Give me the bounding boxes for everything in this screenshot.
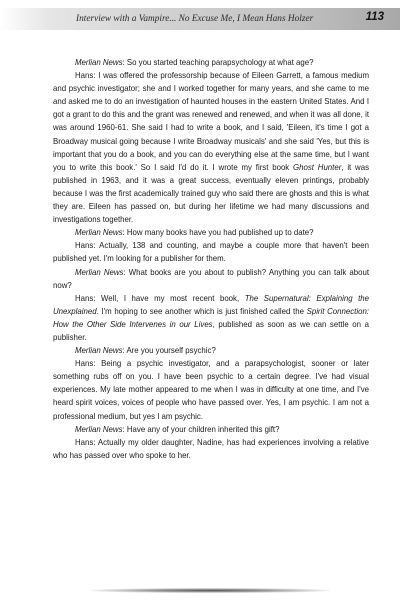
paragraph-text: Hans: Being a psychic investigator, and a parapsychologist, sooner or later something rubs off on you. I have been psychic to a certain degree. I've had visual experiences. My late mother appeared to me when I was in difficulty at one time, and I've heard spirit voices, voices of people who have passed over. Yes, I am psychic. I am not a professional medium, but yes I am psychic. bbox=[53, 359, 369, 421]
paragraph-text: Hans: Actually, 138 and counting, and maybe a couple more that haven't been published yet. I'm looking for a publisher for them. bbox=[53, 241, 369, 264]
paragraph bbox=[53, 239, 369, 265]
paragraph bbox=[53, 226, 369, 239]
paragraph bbox=[53, 423, 369, 436]
paragraph-text: , published as soon as we can settle on a publisher. bbox=[53, 319, 369, 342]
paragraph-text: . I'm hoping to see another which is just finished called the bbox=[96, 306, 307, 316]
paragraph-text: : Are you yourself psychic? bbox=[122, 346, 216, 356]
paragraph bbox=[53, 292, 369, 344]
footer-decoration bbox=[90, 588, 330, 593]
book-title: Spirit Connection: How the Other Side Intervenes in our Lives bbox=[53, 306, 369, 329]
speaker-name: Merlian News bbox=[75, 346, 123, 356]
paragraph bbox=[53, 56, 369, 69]
paragraph bbox=[53, 344, 369, 357]
paragraph-text: Hans: Well, I have my most recent book, bbox=[75, 293, 245, 303]
paragraph bbox=[53, 436, 369, 462]
paragraph bbox=[53, 266, 369, 292]
book-title: Ghost Hunter bbox=[293, 162, 342, 172]
paragraph-text: : Have any of your children inherited this gift? bbox=[122, 424, 280, 434]
speaker-name: Merlian News bbox=[75, 228, 123, 238]
paragraph bbox=[53, 357, 369, 422]
running-title: Interview with a Vampire... No Excuse Me, I Mean Hans Holzer bbox=[76, 14, 314, 24]
paragraph bbox=[53, 69, 369, 226]
paragraph-text: Hans: Actually my older daughter, Nadine, has had experiences involving a relative who has passed over who spoke to her. bbox=[53, 437, 369, 460]
speaker-name: Merlian News bbox=[75, 424, 123, 434]
paragraph-text: : What books are you about to publish? Anything you can talk about now? bbox=[53, 267, 369, 290]
paragraph-text: Hans: I was offered the professorship because of Eileen Garrett, a famous medium and psychic investigator; she and I worked together for many years, and she came to me and asked me to do an investigation of haunted houses in the eastern United States. And I got a grant to do this and the grant was renewed and renewed, and when it was all done, it was around 1960-61. She said I had to write a book, and I said, 'Eileen, it's time I got a Broadway musical going because I write Broadway musicals' and she said 'Yes, but this is important that you do a book, and you can do everything else at the same time, but I want you to write this book.' So I said I'd do it. I wrote my first book bbox=[53, 71, 369, 172]
book-title: The Supernatural: Explaining the Unexplained bbox=[53, 293, 369, 316]
page-number: 113 bbox=[365, 11, 384, 23]
speaker-name: Merlian News bbox=[75, 267, 124, 277]
page-body bbox=[53, 56, 369, 462]
paragraph-text: : So you started teaching parapsychology at what age? bbox=[122, 58, 314, 67]
paragraph-text: , it was published in 1963, and it was a great success, eventually eleven printings, probably because I was the first academically trained guy who said there are ghosts and this is what they are. Eileen has passed on, but during her lifetime we had many discussions and investigations together. bbox=[53, 162, 369, 225]
speaker-name: Merlian News bbox=[75, 58, 123, 67]
paragraph-text: : How many books have you had published up to date? bbox=[122, 228, 314, 238]
